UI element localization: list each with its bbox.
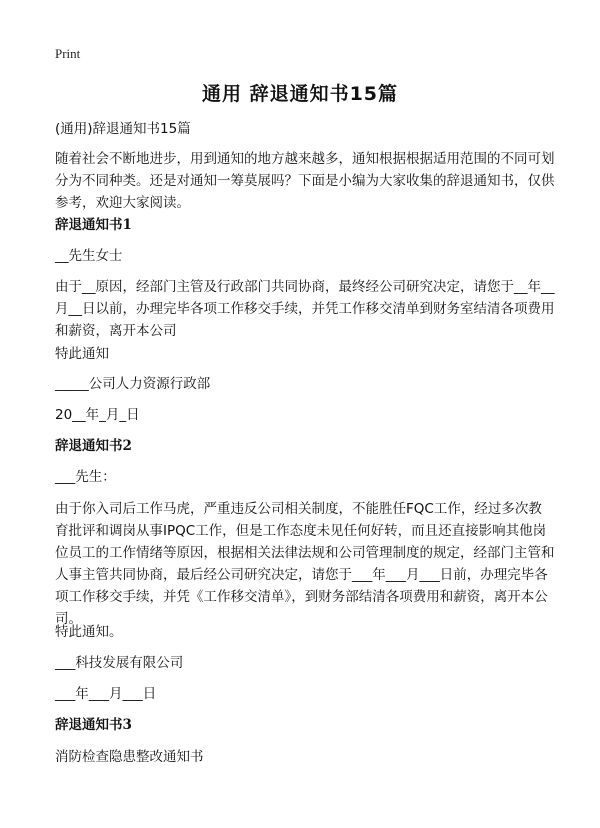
section-2-heading: 辞退通知书2 bbox=[55, 438, 132, 454]
section-1-body: 由于__原因，经部门主管及行政部门共同协商，最终经公司研究决定，请您于__年__月__日以前，办理完毕各项工作移交手续，并凭工作移交清单到财务室结清各项费用和薪资，离开本公司 bbox=[55, 279, 555, 339]
section-2-signature: ___科技发展有限公司 bbox=[55, 655, 184, 671]
section-2-notice: 特此通知。 bbox=[55, 624, 123, 640]
section-2-date: ___年___月___日 bbox=[55, 686, 157, 702]
section-2-salutation: ___先生： bbox=[55, 469, 116, 485]
intro-paragraph: 随着社会不断地进步，用到通知的地方越来越多，通知根据根据适用范围的不同可划分为不同种类。还是对通知一筹莫展吗？下面是小编为大家收集的辞退通知书，仅供参考，欢迎大家阅读。 bbox=[55, 151, 555, 211]
section-1-date: 20__年_月_日 bbox=[55, 407, 140, 423]
page-title: 通用 辞退通知书15篇 bbox=[201, 83, 399, 105]
section-2-body: 由于你入司后工作马虎，严重违反公司相关制度，不能胜任FQC工作，经过多次教育批评和调岗从事IPQC工作，但是工作态度未见任何好转，而且还直接影响其他岗位员工的工作情绪等原因，根据相关法律法规和公司管理制度的规定，经部门主管和人事主管共同协商，最后经公司研究决定，请您于___年___月___日前，办理完毕各项工作移交手续，并凭《工作移交清单》，到财务部结清各项费用和薪资，离开本公司。 bbox=[55, 501, 555, 627]
section-3-first-line: 消防检查隐患整改通知书 bbox=[55, 749, 204, 765]
section-1-notice: 特此通知 bbox=[55, 346, 109, 362]
section-1-salutation: __先生女士 bbox=[55, 248, 123, 264]
section-1-signature: _____公司人力资源行政部 bbox=[55, 376, 211, 392]
print-link[interactable]: Print bbox=[55, 46, 81, 61]
section-1-heading: 辞退通知书1 bbox=[55, 217, 132, 233]
document-subtitle: (通用)辞退通知书15篇 bbox=[55, 121, 191, 137]
section-3-heading: 辞退通知书3 bbox=[55, 717, 132, 733]
